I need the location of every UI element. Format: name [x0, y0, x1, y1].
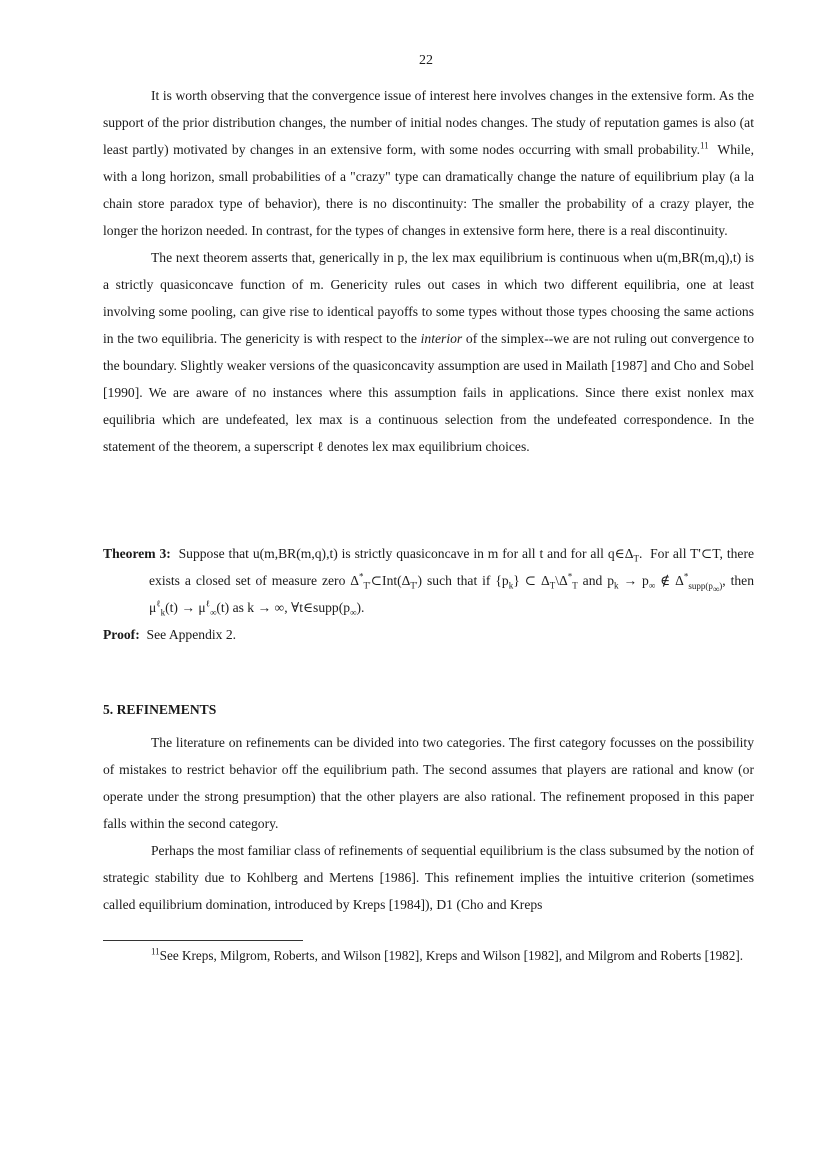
emphasis-text: interior [420, 331, 463, 346]
paragraph: Perhaps the most familiar class of refinements of sequential equilibrium is the class subsumed by the notion of strategic stability due to Kohlberg and Mertens [1986]. This refinement implies the intuitive criterion (sometimes called equilibrium domination, introduced by Kreps [1984]), D1 (Cho and Kreps [103, 843, 754, 912]
footnote-divider [103, 940, 303, 941]
proof-label: Proof: [103, 627, 140, 642]
proof-text: See Appendix 2. [146, 627, 237, 642]
footnote-text [103, 946, 754, 965]
paragraph-text: It is worth observing that the convergence issue of interest here involves changes in the extensive form. As the support of the prior distribution changes, the number of initial nodes changes. The study of reputation games is also (at least partly) motivated by changes in an extensive form, with some nodes occurring with small probability. [103, 88, 754, 157]
theorem-text: For all T'⊂T, there exists a closed set of measure zero Δ [149, 546, 755, 588]
paragraph [103, 244, 754, 460]
paragraph [103, 82, 754, 244]
section-heading: 5. REFINEMENTS [103, 702, 217, 717]
proof-line [103, 621, 754, 648]
theorem-text: p [607, 573, 615, 588]
footnote [103, 946, 754, 965]
intro-section [103, 82, 754, 460]
theorem-label: Theorem 3: [103, 546, 171, 561]
paragraph-text: While, with a long horizon, small probabilities of a "crazy" type can dramatically change the nature of equilibrium play (a la chain store paradox type of behavior), there is no discontinuity: The smaller the probability of a crazy player, the longer the horizon needed. In contrast, for the types of changes in extensive form here, there is a real discontinuity. [103, 142, 754, 238]
page-number: 22 [419, 53, 433, 68]
subscript: T [633, 553, 639, 564]
refinements-section [103, 729, 754, 918]
theorem-statement: Theorem 3: Suppose that u(m,BR(m,q),t) is strictly quasiconcave in m for all t and for all $q\in\Delta_T$. For all T'⊂T, there exists a closed set of measure zero $\Delta^*_{T'}\subset Int(\Delta_{T'})$ such that if $\{p_k\}$ ⊂ $\Delta_T\backslash\Delta^*_T$ and $p_k \to p_\infty$ ∉ $\Delta^*_{supp(p_\infty)}$, then $\mu^\ell_k(t) \to \mu^\ell_\infty(t)$ as k → ∞, $\forall t\in supp(p_\infty)$. [103, 546, 755, 618]
footnote-body: See Kreps, Milgrom, Roberts, and Wilson [1982], Kreps and Wilson [1982], and Milgrom and Roberts [1982]. [159, 948, 744, 963]
paragraph-text: of the simplex--we are not ruling out convergence to the boundary. Slightly weaker versions of the quasiconcavity assumption are used in Mailath [1987] and Cho and Sobel [1990]. We are aware of no instances where this assumption fails in applications. Since there exist nonlex max equilibria which are undefeated, lex max is a continuous selection from the undefeated correspondence. In the statement of the theorem, a superscript ℓ denotes lex max equilibrium choices. [103, 331, 754, 454]
paragraph-text: The next theorem asserts that, generically in p, the lex max equilibrium is continuous when u(m,BR(m,q),t) is a strictly quasiconcave function of m. Genericity rules out cases in which two different equilibria, one at least involving some pooling, can give rise to identical payoffs to some types without those types choosing the same actions in the two equilibria. The genericity is with respect to the [103, 250, 754, 346]
paragraph: The literature on refinements can be divided into two categories. The first category focusses on the possibility of mistakes to restrict behavior off the equilibrium path. The second assumes that players are rational and know (or operate under the strong presumption) that the other players are also rational. The refinement proposed in this paper falls within the second category. [103, 735, 754, 831]
theorem-block [103, 540, 754, 648]
footnote-number: 11 [151, 946, 160, 957]
theorem-text: Suppose that u(m,BR(m,q),t) is strictly quasiconcave in m for all t and for all q∈Δ [178, 546, 634, 561]
footnote-marker: 11 [699, 140, 709, 151]
